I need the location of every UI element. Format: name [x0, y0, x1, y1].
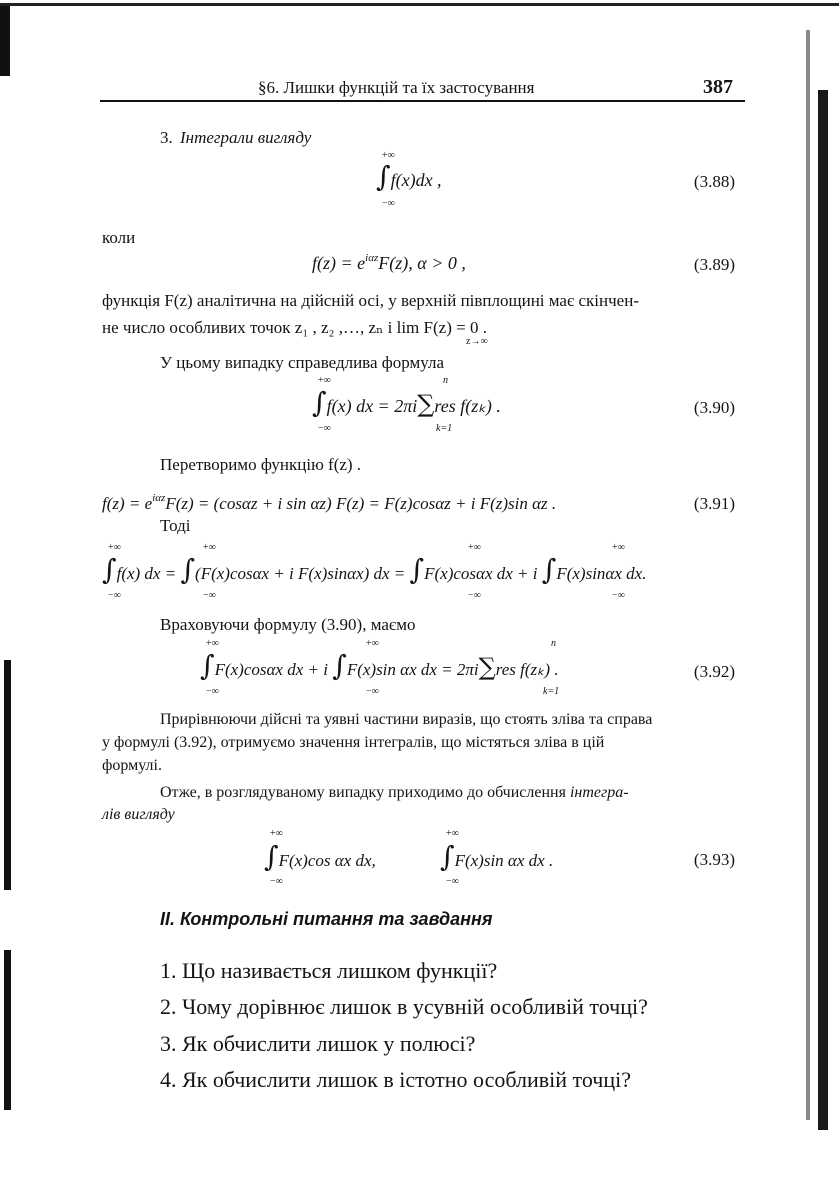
eq389-body: f(z) = e	[312, 253, 366, 273]
question-4: 4. Як обчислити лишок в істотно особливій точці?	[160, 1067, 631, 1092]
eq390-sum-lower: k=1	[436, 423, 453, 434]
para1-lim-subscript: z→∞	[466, 336, 488, 347]
scan-right-edge	[806, 30, 810, 1120]
formula-intro: У цьому випадку справедлива формула	[160, 353, 445, 372]
when-word: коли	[102, 228, 136, 247]
scan-top-rule	[0, 3, 839, 6]
question-3: 3. Як обчислити лишок у полюсі?	[160, 1031, 476, 1056]
long-lower-4: −∞	[612, 590, 625, 601]
eq393-formula-2: ∫F(x)sin αx dx .	[440, 840, 554, 873]
eq392-formula: ∫F(x)cosαx dx + i ∫F(x)sin αx dx = 2πi∑res f(zₖ) .	[200, 649, 559, 682]
transform-text: Перетворимо функцію f(z) .	[160, 455, 362, 474]
scan-right-bar	[818, 90, 828, 1130]
long-lower-2: −∞	[203, 590, 216, 601]
integral-sign: ∫	[312, 386, 327, 419]
eq390-formula	[312, 386, 501, 419]
integral-sign: ∫	[376, 160, 391, 193]
question-2: 2. Чому дорівнює лишок в усувній особливій точці?	[160, 994, 648, 1019]
eq391-formula	[102, 492, 556, 514]
scan-left-bar-1	[4, 660, 11, 890]
eq393-number: (3.93)	[693, 850, 735, 869]
para3-line2: лів вигляду	[102, 806, 175, 823]
eq390-upper-limit: +∞	[318, 375, 331, 386]
eq393-formula-1: ∫F(x)cos αx dx,	[264, 840, 376, 873]
eq391-body: f(z) = e	[102, 494, 153, 513]
para3-line1: Отже, в розглядуваному випадку приходимо до обчислення інтегра-	[160, 784, 629, 801]
eq389-number: (3.89)	[693, 255, 735, 274]
eq392-term-1: F(x)cosαx dx + i	[214, 660, 328, 679]
then-word: Тоді	[160, 516, 191, 535]
running-header: §6. Лишки функцій та їх застосування	[258, 78, 535, 97]
eq390-lhs: f(x) dx = 2πi	[326, 396, 418, 416]
eq388-upper-limit: +∞	[382, 150, 395, 161]
eq392-term-2: F(x)sin αx dx = 2πi	[346, 660, 479, 679]
long-upper-4: +∞	[612, 542, 625, 553]
considering-text: Враховуючи формулу (3.90), маємо	[160, 615, 416, 634]
long-lower-1: −∞	[108, 590, 121, 601]
para1-line2: не число особливих точок z₁ , z₂ ,…, zₙ і lim F(z) = 0 .	[102, 318, 487, 337]
eq390-lower-limit: −∞	[318, 423, 331, 434]
eq393-upper-1: +∞	[270, 828, 283, 839]
header-rule	[100, 100, 745, 102]
eq391-exponent: iαz	[152, 492, 166, 504]
eq391-rest: F(z) = (cosαz + i sin αz) F(z) = F(z)cosαz + i F(z)sin αz .	[165, 494, 557, 513]
eq392-sum-lower: k=1	[543, 686, 560, 697]
eq390-sum-upper: n	[443, 375, 448, 386]
question-1: 1. Що називається лишком функції?	[160, 958, 498, 983]
sum-sign: ∑	[417, 390, 435, 418]
eq393-upper-2: +∞	[446, 828, 459, 839]
scan-left-bar-2	[4, 950, 11, 1110]
long-upper-1: +∞	[108, 542, 121, 553]
para2-line1: Прирівнюючи дійсні та уявні частини виразів, що стоять зліва та справа	[160, 711, 653, 728]
eq392-sum-upper: n	[551, 638, 556, 649]
long-term-2: (F(x)cosαx + i F(x)sinαx) dx =	[195, 564, 406, 583]
eq391-number: (3.91)	[693, 494, 735, 513]
eq392-lower-2: −∞	[366, 686, 379, 697]
eq392-number: (3.92)	[693, 662, 735, 681]
para2-line2: у формулі (3.92), отримуємо значення інтегралів, що містяться зліва в цій	[102, 734, 605, 751]
eq388-formula	[376, 160, 442, 193]
eq393-term-2: F(x)sin αx dx .	[454, 851, 554, 870]
long-lower-3: −∞	[468, 590, 481, 601]
eq393-lower-2: −∞	[446, 876, 459, 887]
eq390-number: (3.90)	[693, 398, 735, 417]
eq392-lower-1: −∞	[206, 686, 219, 697]
long-upper-3: +∞	[468, 542, 481, 553]
para1-line1: функція F(z) аналітична на дійсній осі, у верхній півплощині має скінчен-	[102, 291, 639, 310]
eq388-lower-limit: −∞	[382, 198, 395, 209]
para2-line3: формулі.	[102, 757, 162, 774]
long-upper-2: +∞	[203, 542, 216, 553]
page-number: 387	[703, 76, 733, 98]
long-formula: ∫f(x) dx = ∫(F(x)cosαx + i F(x)sinαx) dx = ∫F(x)cosαx dx + i ∫F(x)sinαx dx.	[102, 553, 647, 586]
eq389-formula	[312, 252, 466, 274]
item-title: Інтеграли вигляду	[180, 128, 312, 147]
eq392-term-3: res f(zₖ) .	[495, 660, 559, 679]
eq388-number: (3.88)	[693, 172, 735, 191]
eq388-body: f(x)dx ,	[390, 170, 442, 190]
long-term-4: F(x)sinαx dx.	[556, 564, 647, 583]
eq389-rest: F(z), α > 0 ,	[378, 253, 466, 273]
scan-left-edge-mark	[0, 6, 10, 76]
eq390-rhs: res f(zₖ) .	[434, 396, 501, 416]
eq393-lower-1: −∞	[270, 876, 283, 887]
section2-title: II. Контрольні питання та завдання	[160, 909, 493, 929]
long-term-3: F(x)cosαx dx + i	[424, 564, 538, 583]
long-term-1: f(x) dx =	[116, 564, 177, 583]
item-number: 3.	[160, 128, 173, 147]
eq389-exponent: iαz	[365, 252, 379, 264]
eq392-upper-1: +∞	[206, 638, 219, 649]
eq393-term-1: F(x)cos αx dx,	[278, 851, 376, 870]
eq392-upper-2: +∞	[366, 638, 379, 649]
